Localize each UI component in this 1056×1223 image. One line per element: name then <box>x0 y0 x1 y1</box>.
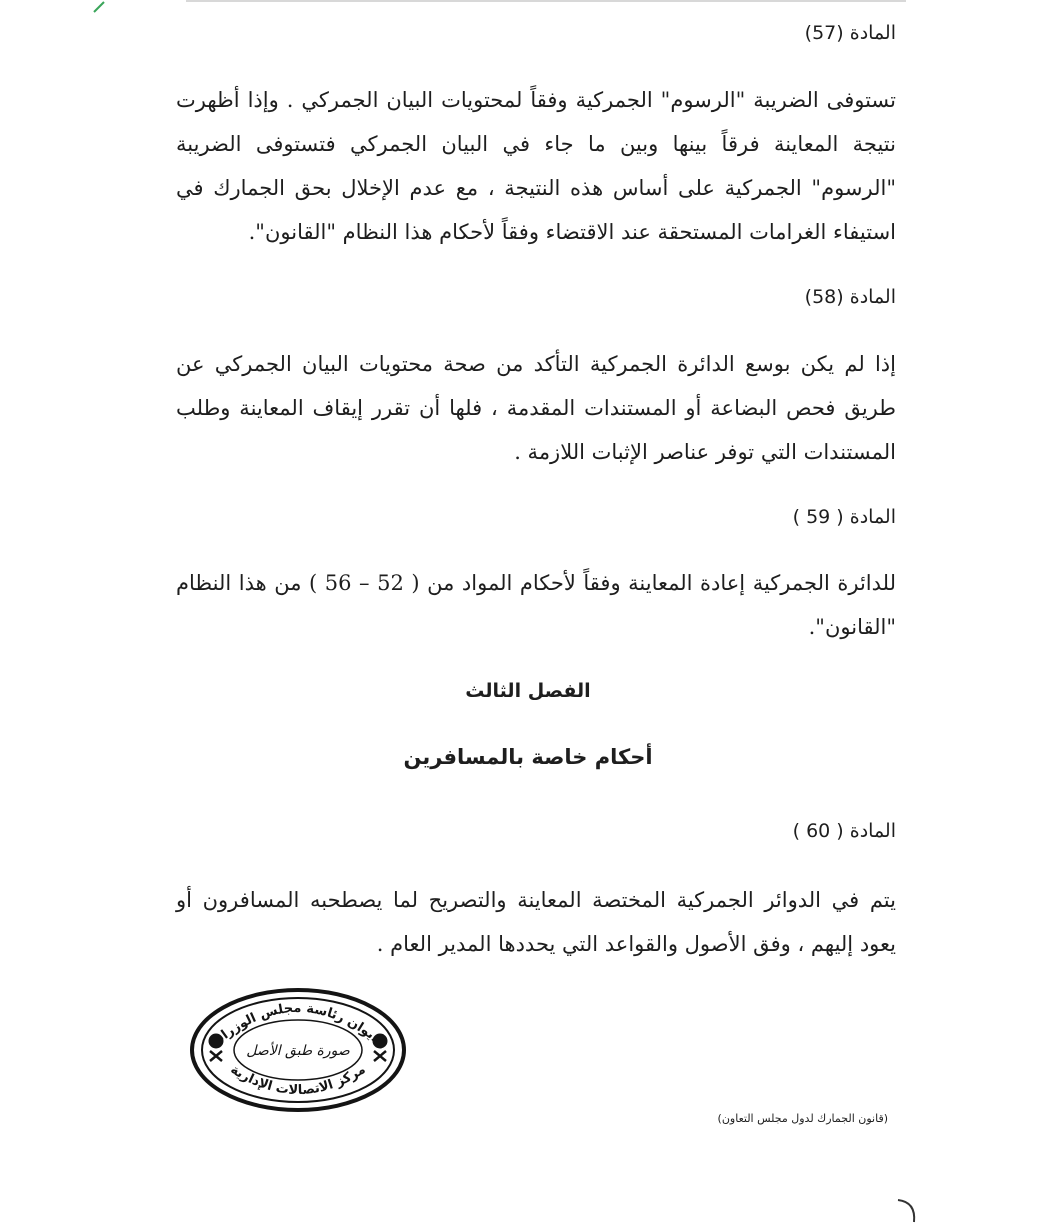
article-59-heading: المادة ( 59 ) <box>792 506 896 528</box>
article-59-text: للدائرة الجمركية إعادة المعاينة وفقاً لأحكام المواد من ( 52 – 56 ) من هذا النظام "القانون". <box>176 571 896 639</box>
top-divider <box>186 0 906 2</box>
page-corner-mark <box>896 1196 920 1223</box>
stamp-top-text: ديوان رئاسة مجلس الوزراء <box>213 1000 383 1047</box>
article-58-text: إذا لم يكن بوسع الدائرة الجمركية التأكد من صحة محتويات البيان الجمركي عن طريق فحص البضاعة أو المستندات المقدمة ، فلها أن تقرر إيقاف المعاينة وطلب المستندات التي توفر عناصر الإثبات اللازمة . <box>176 352 896 464</box>
official-seal-stamp <box>188 985 408 1115</box>
article-57-text: تستوفى الضريبة "الرسوم" الجمركية وفقاً لمحتويات البيان الجمركي . وإذا أظهرت نتيجة المعاينة فرقاً بينها وبين ما جاء في البيان الجمركي فتستوفى الضريبة "الرسوم" الجمركية على أساس هذه النتيجة ، مع عدم الإخلال بحق الجمارك في استيفاء الغرامات المستحقة عند الاقتضاء وفقاً لأحكام هذا النظام "القانون". <box>176 88 896 244</box>
corner-mark <box>92 0 112 14</box>
article-60-text: يتم في الدوائر الجمركية المختصة المعاينة والتصريح لما يصطحبه المسافرون أو يعود إليهم ، وفق الأصول والقواعد التي يحددها المدير العام . <box>176 888 896 956</box>
article-58-heading: المادة (58) <box>804 286 896 308</box>
stamp-center-text: صورة طبق الأصل <box>246 1043 350 1059</box>
article-60-heading: المادة ( 60 ) <box>792 820 896 842</box>
page-footer: (قانون الجمارك لدول مجلس التعاون) <box>717 1112 888 1125</box>
article-57-heading: المادة (57) <box>804 22 896 44</box>
chapter-subtitle: أحكام خاصة بالمسافرين <box>403 745 653 769</box>
chapter-title: الفصل الثالث <box>465 680 591 702</box>
stamp-bottom-text: مركز الاتصالات الإدارية <box>227 1062 369 1099</box>
